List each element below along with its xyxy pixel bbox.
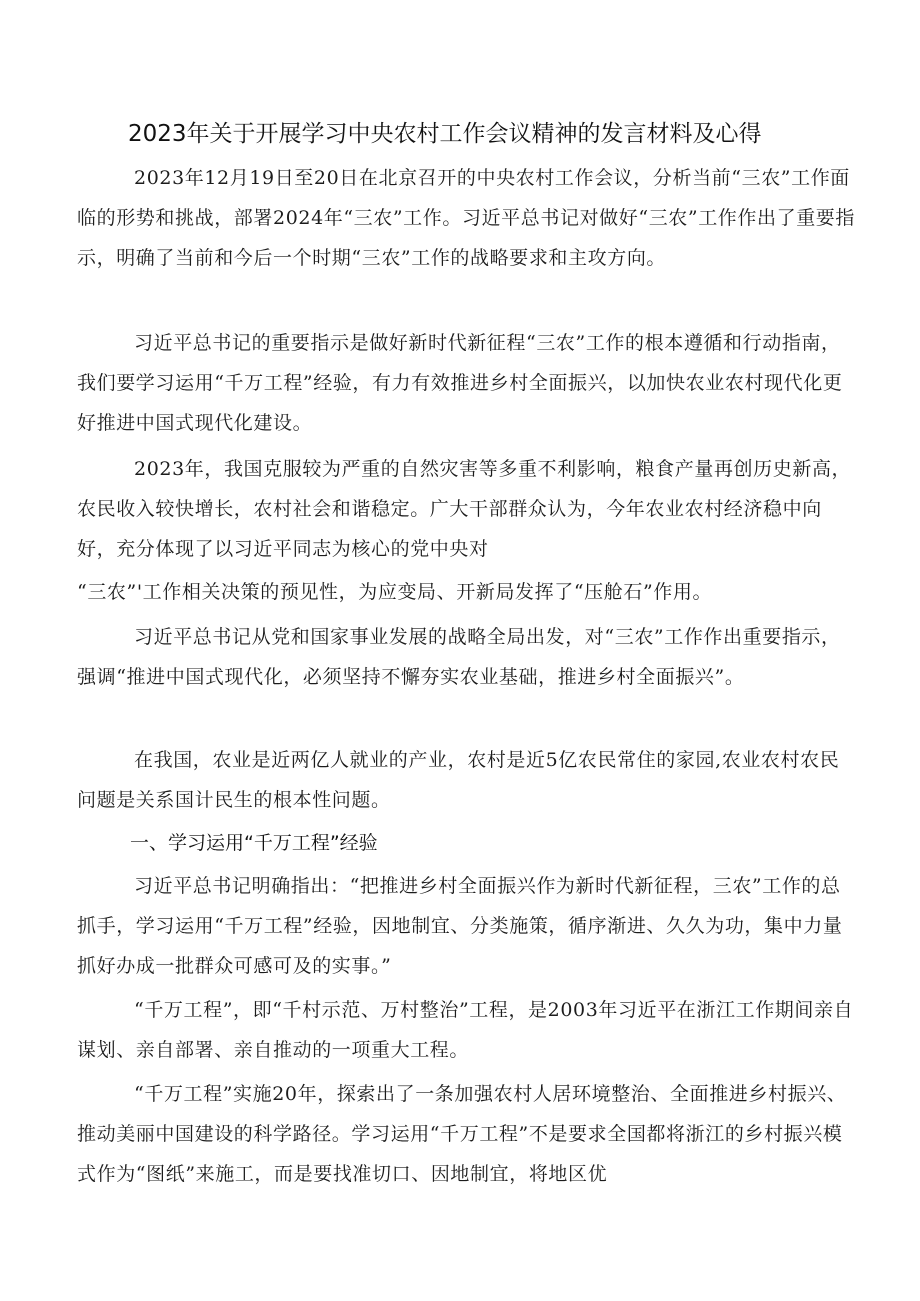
- paragraph-ballast-stone: “三农”'工作相关决策的预见性，为应变局、开新局发挥了“压舱石”作用。: [77, 581, 713, 603]
- paragraph-meeting-intro: 2023年12月19日至20日在北京召开的中央农村工作会议，分析当前“三农”工作面临的形势和挑战，部署2024年“三农”工作。习近平总书记对做好“三农”工作作出了重要指示，明确了当前和今后一个时期“三农”工作的战略要求和主攻方向。: [77, 167, 856, 269]
- paragraph-general-lever: 习近平总书记明确指出：“把推进乡村全面振兴作为新时代新征程，三农”工作的总抓手，学习运用“千万工程”经验，因地制宜、分类施策，循序渐进、久久为功，集中力量抓好办成一批群众可感可及的实事。”: [77, 875, 843, 977]
- document-title: 2023年关于开展学习中央农村工作会议精神的发言材料及心得: [128, 121, 762, 147]
- paragraph-20-years: “千万工程”实施20年，探索出了一条加强农村人居环境整治、全面推进乡村振兴、推动美丽中国建设的科学路径。学习运用“千万工程”不是要求全国都将浙江的乡村振兴模式作为“图纸”来施工，而是要找准切口、因地制宜，将地区优: [77, 1083, 847, 1185]
- paragraph-project-definition: “千万工程”，即“千村示范、万村整治”工程，是2003年习近平在浙江工作期间亲自谋划、亲自部署、亲自推动的一项重大工程。: [77, 999, 854, 1061]
- paragraph-guidance: 习近平总书记的重要指示是做好新时代新征程“三农”工作的根本遵循和行动指南，我们要学习运用“千万工程”经验，有力有效推进乡村全面振兴，以加快农业农村现代化更好推进中国式现代化建设。: [77, 332, 843, 434]
- paragraph-agriculture-importance: 在我国，农业是近两亿人就业的产业，农村是近5亿农民常住的家园,农业农村农民问题是关系国计民生的根本性问题。: [77, 749, 840, 811]
- section-heading: 一、学习运用“千万工程”经验: [130, 832, 378, 854]
- paragraph-strategic-overview: 习近平总书记从党和国家事业发展的战略全局出发，对“三农”工作作出重要指示，强调“推进中国式现代化，必须坚持不懈夯实农业基础，推进乡村全面振兴”。: [77, 626, 841, 688]
- paragraph-2023-achievements: 2023年，我国克服较为严重的自然灾害等多重不利影响，粮食产量再创历史新高，农民收入较快增长，农村社会和谐稳定。广大干部群众认为，今年农业农村经济稳中向好，充分体现了以习近平同志为核心的党中央对: [77, 458, 852, 560]
